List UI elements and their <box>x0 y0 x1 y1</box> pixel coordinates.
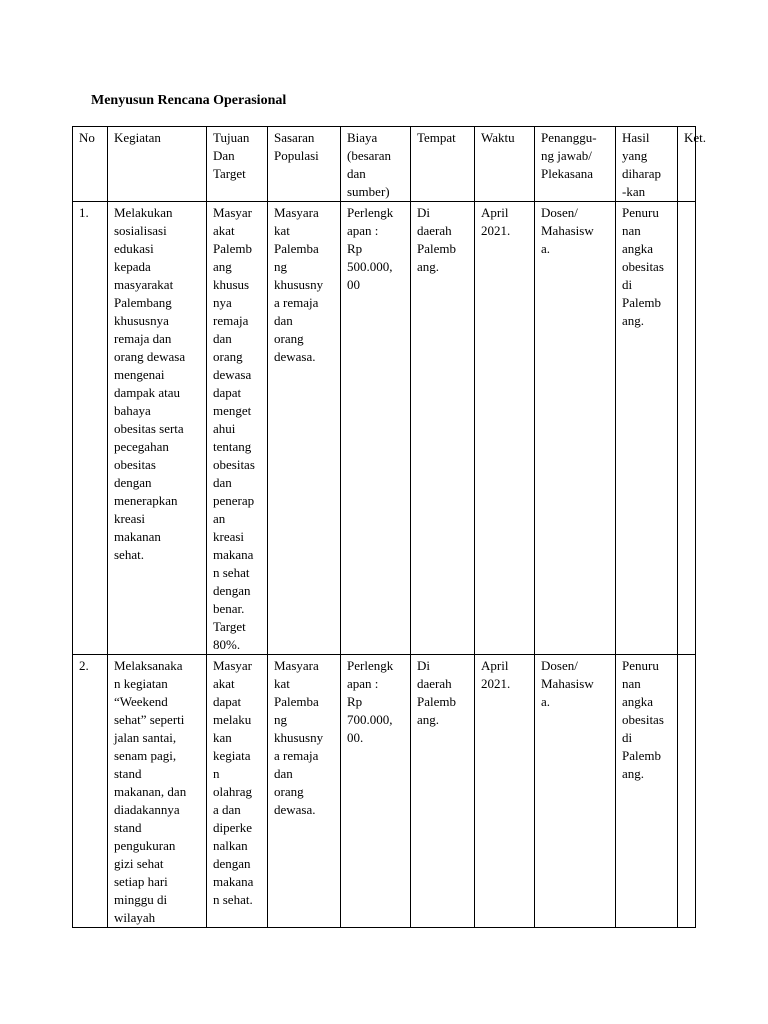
row-1-sasaran-text: Masyara kat Palemba ng khususny a remaja dan orang dewasa. <box>274 205 324 364</box>
header-no-text: No <box>79 130 95 145</box>
row-2-hasil-text: Penuru nan angka obesitas di Palemb ang. <box>622 658 664 781</box>
row-1-tujuan <box>207 202 268 655</box>
row-1-waktu <box>475 202 535 655</box>
row-1-hasil <box>616 202 678 655</box>
header-kegiatan-text: Kegiatan <box>114 130 161 145</box>
operational-plan-table <box>72 126 707 928</box>
row-2-kegiatan <box>108 655 207 928</box>
row-2-tujuan-text: Masyar akat dapat melaku kan kegiata n olahrag a dan diperke nalkan dengan makana n sehat. <box>213 658 254 907</box>
row-1-tempat-text: Di daerah Palemb ang. <box>417 205 456 274</box>
row-1-penanggung-jawab-text: Dosen/ Mahasisw a. <box>541 205 594 256</box>
row-2-no-text: 2. <box>79 658 89 673</box>
header-cell-ket <box>678 127 707 202</box>
header-tujuan-text: Tujuan Dan Target <box>213 130 250 181</box>
header-biaya-text: Biaya (besaran dan sumber) <box>347 130 392 199</box>
row-2-kegiatan-text: Melaksanaka n kegiatan “Weekend sehat” seperti jalan santai, senam pagi, stand makanan, dan diadakannya stand pengukuran gizi sehat setiap hari minggu di wilayah <box>114 658 187 925</box>
table-row <box>73 655 696 928</box>
row-1-kegiatan <box>108 202 207 655</box>
row-2-waktu-text: April 2021. <box>481 658 511 691</box>
row-1-biaya <box>341 202 411 655</box>
header-waktu-text: Waktu <box>481 130 515 145</box>
header-cell-no <box>73 127 108 202</box>
header-cell-kegiatan <box>108 127 207 202</box>
row-2-hasil <box>616 655 678 928</box>
row-1-no-text: 1. <box>79 205 89 220</box>
header-cell-hasil <box>616 127 678 202</box>
table-row <box>73 202 696 655</box>
row-1-penanggung-jawab <box>535 202 616 655</box>
row-1-tempat <box>411 202 475 655</box>
row-2-biaya <box>341 655 411 928</box>
row-1-kegiatan-text: Melakukan sosialisasi edukasi kepada masyarakat Palembang khususnya remaja dan orang dewasa mengenai dampak atau bahaya obesitas serta pecegahan obesitas dengan menerapkan kreasi makanan sehat. <box>114 205 186 562</box>
row-2-penanggung-jawab-text: Dosen/ Mahasisw a. <box>541 658 594 709</box>
row-2-tujuan <box>207 655 268 928</box>
row-1-tujuan-text: Masyar akat Palemb ang khusus nya remaja dan orang dewasa dapat menget ahui tentang obesitas dan penerap an kreasi makana n sehat dengan benar. Target 80%. <box>213 205 255 652</box>
row-2-waktu <box>475 655 535 928</box>
header-cell-tujuan <box>207 127 268 202</box>
document-title: Menyusun Rencana Operasional <box>91 93 287 108</box>
row-1-no <box>73 202 108 655</box>
row-2-sasaran <box>268 655 341 928</box>
row-1-biaya-text: Perlengk apan : Rp 500.000, 00 <box>347 205 394 292</box>
row-1-sasaran <box>268 202 341 655</box>
header-cell-biaya <box>341 127 411 202</box>
header-hasil-text: Hasil yang diharap -kan <box>622 130 661 199</box>
row-1-hasil-text: Penuru nan angka obesitas di Palemb ang. <box>622 205 664 328</box>
header-ket-text: Ket. <box>684 130 707 145</box>
header-sasaran-text: Sasaran Populasi <box>274 130 319 163</box>
row-2-penanggung-jawab <box>535 655 616 928</box>
row-2-ket <box>678 655 696 928</box>
row-1-ket <box>678 202 696 655</box>
row-2-no <box>73 655 108 928</box>
header-penanggung-jawab-text: Penanggu- ng jawab/ Plekasana <box>541 130 597 181</box>
header-tempat-text: Tempat <box>417 130 456 145</box>
header-cell-waktu <box>475 127 535 202</box>
row-2-sasaran-text: Masyara kat Palemba ng khususny a remaja dan orang dewasa. <box>274 658 324 817</box>
row-2-tempat-text: Di daerah Palemb ang. <box>417 658 456 727</box>
row-2-biaya-text: Perlengk apan : Rp 700.000, 00. <box>347 658 394 745</box>
header-cell-penanggung-jawab <box>535 127 616 202</box>
header-cell-tempat <box>411 127 475 202</box>
row-1-waktu-text: April 2021. <box>481 205 511 238</box>
header-cell-sasaran <box>268 127 341 202</box>
table-header-row <box>73 127 696 202</box>
row-2-tempat <box>411 655 475 928</box>
